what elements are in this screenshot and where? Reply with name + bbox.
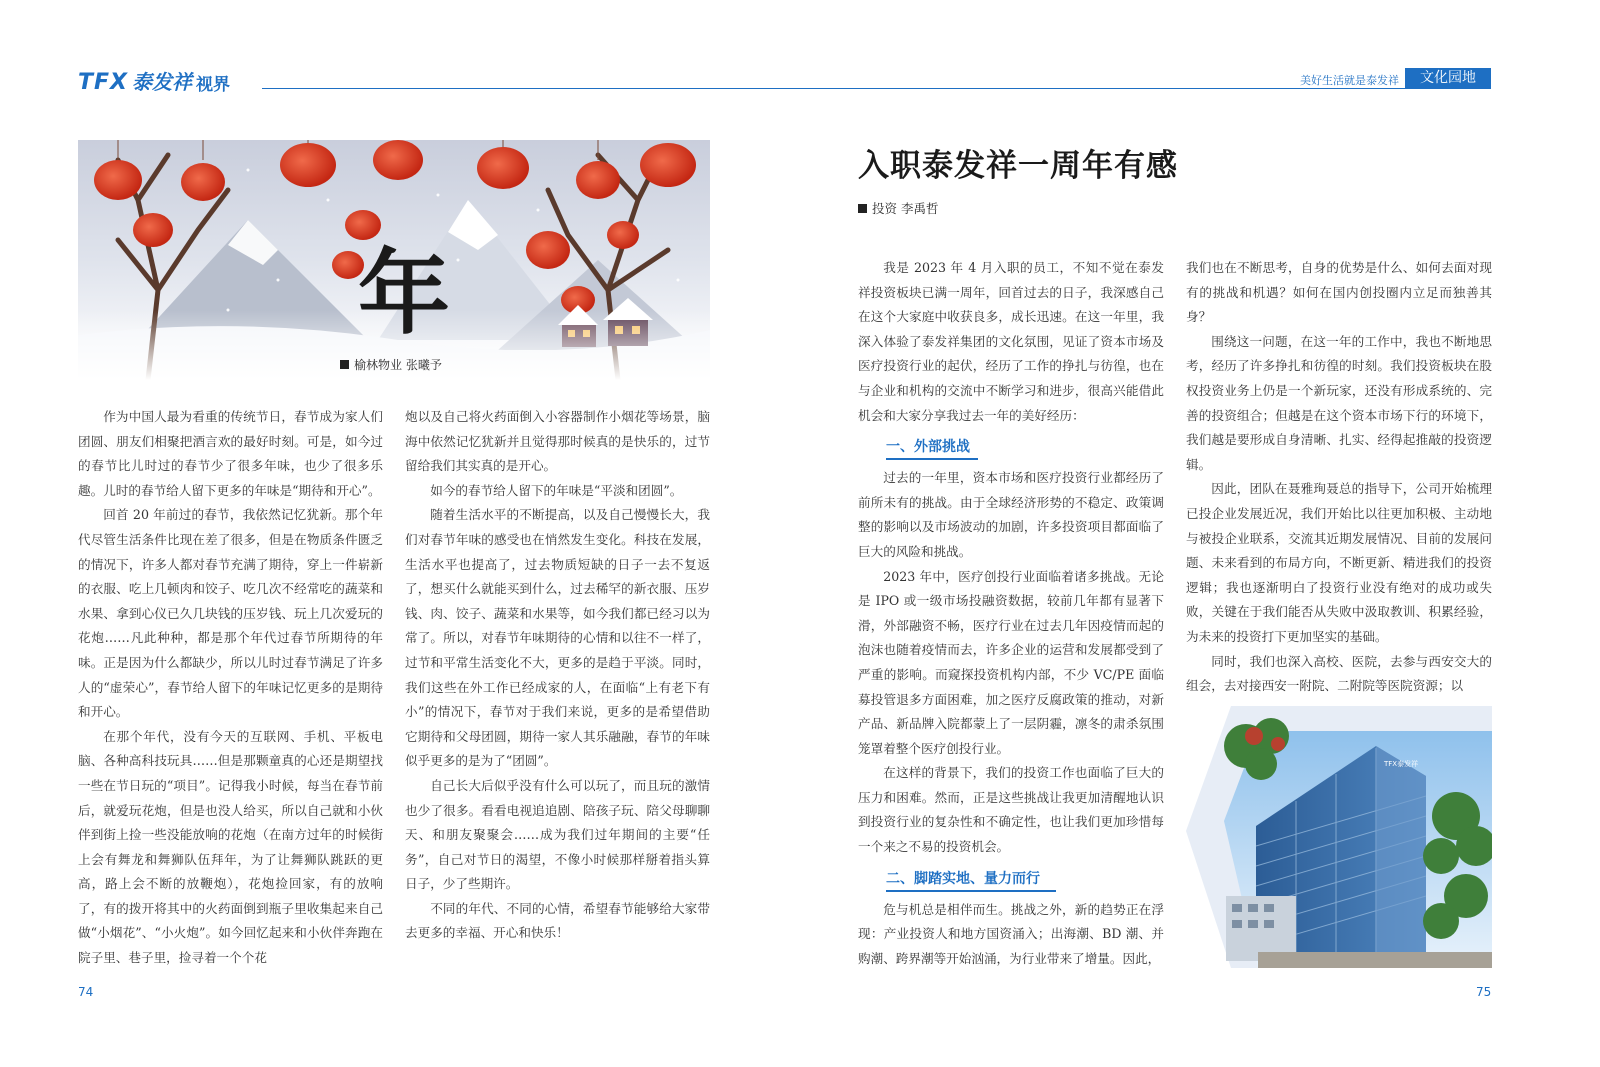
- page-number-left: 74: [78, 985, 94, 999]
- section-heading-1: [858, 428, 1164, 466]
- section-heading-2: [858, 860, 1164, 898]
- paragraph: 在那个年代，没有今天的互联网、手机、平板电脑、各种高科技玩具……但是那颗童真的心还是期望找一些在节日玩的“项目”。记得我小时候，每当在春节前后，就爱玩花炮，但是也没人给买，所以自己就和小伙伴到街上捡一些没能放响的花炮（在南方过年的时候街上会有舞龙和舞狮队伍拜年，为了让舞狮队跳跃的更高，路上会不断的放鞭炮），花炮捡回家，有的放响了，有的拨开将其中的火药面倒到瓶子里收集起来自己做“小烟花”、“小火炮”。如今回忆起来和小伙伴奔跑在院子里、巷子里，捡寻着一个个花: [78, 728, 383, 966]
- paragraph: 作为中国人最为看重的传统节日，春节成为家人们团圆、朋友们相聚把酒言欢的最好时刻。可是，如今过的春节比儿时过的春节少了很多年味，也少了很多乐趣。儿时的春节给人留下更多的年味是“期待和开心”。: [78, 409, 383, 498]
- hero-illustration: [78, 140, 710, 380]
- paragraph: 过去的一年里，资本市场和医疗投资行业都经历了前所未有的挑战。由于全球经济形势的不稳定、政策调整的影响以及市场波动的加剧，许多投资项目都面临了巨大的风险和挑战。: [858, 470, 1164, 559]
- byline-square-icon: [340, 360, 349, 369]
- hero-character: 年: [358, 239, 451, 347]
- logo-brand: 泰发祥: [132, 70, 192, 94]
- section-heading-2-text: 二、脚踏实地、量力而行: [886, 870, 1040, 887]
- logo-tfx: TFX: [78, 70, 128, 95]
- building-sign: TFX泰发祥: [1384, 760, 1419, 768]
- paragraph: 围绕这一问题，在这一年的工作中，我也不断地思考，经历了许多挣扎和彷徨的时刻。我们投资板块在股权投资业务上仍是一个新玩家，还没有形成系统的、完善的投资组合；但越是在这个资本市场下行的环境下，我们越是要形成自身清晰、扎实、经得起推敲的投资逻辑。: [1186, 333, 1492, 472]
- paragraph: 回首 20 年前过的春节，我依然记忆犹新。那个年代尽管生活条件比现在差了很多，但是在物质条件匮乏的情况下，许多人都对春节充满了期待，穿上一件崭新的衣服、吃上几顿肉和饺子、吃几次不经常吃的蔬菜和水果、拿到心仪已久几块钱的压岁钱、玩上几次爱玩的花炮……凡此种种，都是那个年代过春节所期待的年味。正是因为什么都缺少，所以儿时过春节满足了许多人的“虚荣心”，春节给人留下的年味记忆更多的是期待和开心。: [78, 507, 383, 720]
- right-byline-text: 投资 李禹哲: [872, 201, 939, 216]
- header-rule: [262, 88, 1490, 89]
- paragraph: 不同的年代、不同的心情，希望春节能够给大家带去更多的幸福、开心和快乐！: [405, 900, 710, 941]
- header-slogan: 美好生活就是泰发祥: [1300, 74, 1399, 87]
- paragraph: 自己长大后似乎没有什么可以玩了，而且玩的激情也少了很多。看看电视追追剧、陪孩子玩、陪父母聊聊天、和朋友聚聚会……成为我们过年期间的主要“任务”，自己对节日的渴望，不像小时候那样掰着指头算日子，少了些期许。: [405, 777, 710, 892]
- left-byline-text: 榆林物业 张曦予: [354, 358, 442, 372]
- byline-square-icon: [858, 204, 867, 213]
- paragraph-continued: 我们也在不断思考，自身的优势是什么、如何去面对现有的挑战和机遇？如何在国内创投圈内立足而独善其身？: [1186, 260, 1492, 325]
- section-heading-1-text: 一、外部挑战: [886, 439, 970, 456]
- paragraph: 同时，我们也深入高校、医院，去参与西安交大的组会，去对接西安一附院、二附院等医院资源；以: [1186, 653, 1492, 694]
- left-column-2: [405, 405, 710, 946]
- left-byline: [340, 356, 442, 373]
- right-column-2: [1186, 256, 1492, 699]
- paragraph: 在这样的背景下，我们的投资工作也面临了巨大的压力和困难。然而，正是这些挑战让我更加清醒地认识到投资行业的复杂性和不确定性，也让我们更加珍惜每一个来之不易的投资机会。: [858, 765, 1164, 855]
- page-number-right: 75: [1476, 985, 1492, 999]
- paragraph: 如今的春节给人留下的年味是“平淡和团圆”。: [430, 482, 683, 498]
- article-title: 入职泰发祥一周年有感: [858, 148, 1178, 184]
- building-illustration: [1186, 706, 1492, 968]
- right-byline: [858, 199, 938, 217]
- paragraph-continued: 炮以及自己将火药面倒入小容器制作小烟花等场景，脑海中依然记忆犹新并且觉得那时候真的是快乐的，过节留给我们其实真的是开心。: [405, 409, 710, 474]
- heading-underline: [886, 890, 1056, 892]
- paragraph: 随着生活水平的不断提高，以及自己慢慢长大，我们对春节年味的感受也在悄然发生变化。科技在发展，生活水平也提高了，过去物质短缺的日子一去不复返了，想买什么就能买到什么，过去稀罕的新衣服、压岁钱、肉、饺子、蔬菜和水果等，如今我们都已经习以为常了。所以，对春节年味期待的心情和以往不一样了，过节和平常生活变化不大，更多的是趋于平淡。同时，我们这些在外工作已经成家的人，在面临“上有老下有小”的情况下，春节对于我们来说，更多的是希望借助它期待和父母团圆，期待一家人其乐融融，春节的年味似乎更多的是为了“团圆”。: [405, 507, 710, 769]
- section-label: 文化园地: [1405, 68, 1491, 89]
- paragraph: 危与机总是相伴而生。挑战之外，新的趋势正在浮现：产业投资人和地方国资涌入；出海潮、BD 潮、并购潮、跨界潮等开始汹涌，为行业带来了增量。因此，: [858, 901, 1164, 966]
- right-column-1: [858, 256, 1164, 971]
- paragraph: 2023 年中，医疗创投行业面临着诸多挑战。无论是 IPO 或一级市场投融资数据，较前几年都有显著下滑，外部融资不畅，医疗行业在过去几年因疫情而起的泡沫也随着疫情而去，许多企业的运营和发展都受到了严重的影响。而窥探投资机构内部，不少 VC/PE 面临募投管退多方面困难，加之医疗反腐政策的推动，对新产品、新品牌入院都蒙上了一层阴霾，凛冬的肃杀氛围笼罩着整个医疗创投行业。: [858, 568, 1164, 756]
- magazine-logo: [78, 66, 230, 95]
- paragraph: 因此，团队在聂雅珣聂总的指导下，公司开始梳理已投企业发展近况，我们开始比以往更加积极、主动地与被投企业联系，交流其近期发展情况、目前的发展问题、未来看到的布局方向，不断更新、精进我们的投资逻辑；我也逐渐明白了投资行业没有绝对的成功或失败，关键在于我们能否从失败中汲取教训、积累经验，为未来的投资打下更加坚实的基础。: [1186, 481, 1492, 644]
- heading-underline: [886, 458, 978, 460]
- office-building-photo: [1186, 706, 1492, 968]
- winter-lantern-scene: [78, 140, 710, 380]
- paragraph: 我是 2023 年 4 月入职的员工，不知不觉在泰发祥投资板块已满一周年，回首过去的日子，我深感自己在这个大家庭中收获良多，成长迅速。在这一年里，我深入体验了泰发祥集团的文化氛围，见证了资本市场及医疗投资行业的起伏，经历了工作的挣扎与彷徨，也在与企业和机构的交流中不断学习和进步，很高兴能借此机会和大家分享我过去一年的美好经历：: [858, 260, 1164, 423]
- left-column-1: [78, 405, 383, 971]
- logo-vision: 视界: [196, 75, 230, 95]
